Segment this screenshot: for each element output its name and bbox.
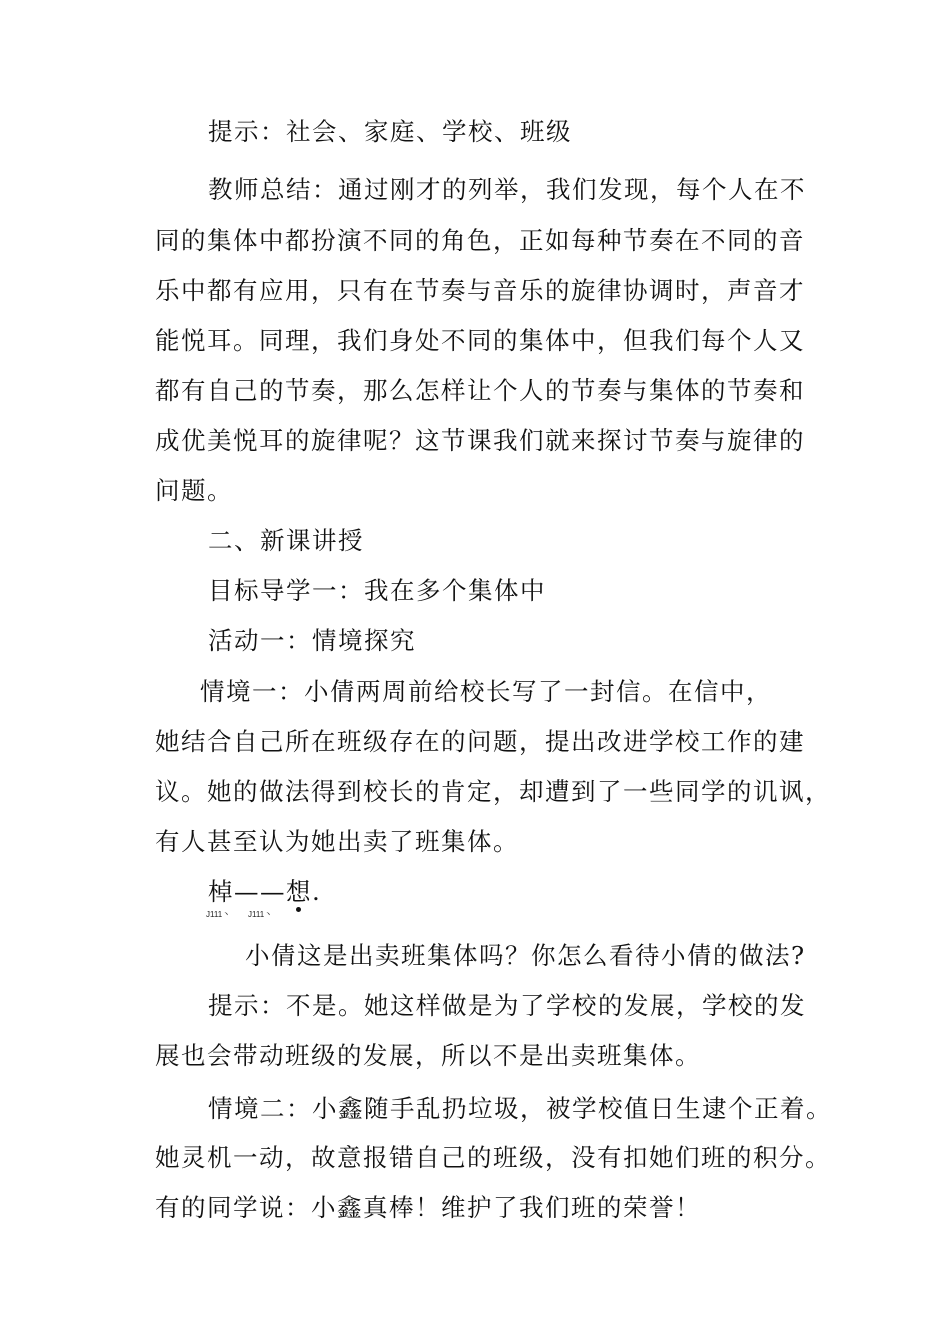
scenario-one-line: 情境一：小倩两周前给校长写了一封信。在信中，: [200, 677, 772, 706]
paragraph-line: 都有自己的节奏，那么怎样让个人的节奏与集体的节奏和: [155, 376, 805, 405]
activity-heading: 活动一：情境探究: [208, 626, 416, 655]
question-line: 小倩这是出卖班集体吗？你怎么看待小倩的做法?: [245, 941, 806, 970]
think-prompt: 棹——想.: [208, 877, 322, 906]
section-heading: 二、新课讲授: [208, 526, 364, 555]
scenario-two-line: 情境二：小鑫随手乱扔垃圾，被学校值日生逮个正着。: [208, 1094, 832, 1123]
ocr-artifact: J111丶: [206, 910, 231, 919]
paragraph-line: 有的同学说：小鑫真棒！维护了我们班的荣誉！: [155, 1193, 701, 1222]
paragraph-line: 展也会带动班级的发展，所以不是出卖班集体。: [155, 1041, 701, 1070]
paragraph-line: 有人甚至认为她出卖了班集体。: [155, 827, 519, 856]
hint-line: 提示：社会、家庭、学校、班级: [208, 117, 572, 146]
emphasis-dot: [296, 907, 301, 912]
paragraph-line: 乐中都有应用，只有在节奏与音乐的旋律协调时，声音才: [155, 276, 805, 305]
teacher-summary-line: 教师总结：通过刚才的列举，我们发现，每个人在不: [208, 175, 806, 204]
paragraph-line: 她结合自己所在班级存在的问题，提出改进学校工作的建: [155, 727, 805, 756]
hint-line: 提示：不是。她这样做是为了学校的发展，学校的发: [208, 991, 806, 1020]
paragraph-line: 能悦耳。同理，我们身处不同的集体中，但我们每个人又: [155, 326, 805, 355]
ocr-artifact: J111丶: [248, 910, 273, 919]
paragraph-line: 她灵机一动，故意报错自己的班级，没有扣她们班的积分。: [155, 1143, 831, 1172]
paragraph-line: 成优美悦耳的旋律呢？这节课我们就来探讨节奏与旋律的: [155, 426, 805, 455]
paragraph-line: 议。她的做法得到校长的肯定，却遭到了一些同学的讥讽，: [155, 777, 831, 806]
subsection-heading: 目标导学一：我在多个集体中: [208, 576, 546, 605]
paragraph-line: 问题。: [155, 476, 233, 505]
paragraph-line: 同的集体中都扮演不同的角色，正如每种节奏在不同的音: [155, 226, 805, 255]
